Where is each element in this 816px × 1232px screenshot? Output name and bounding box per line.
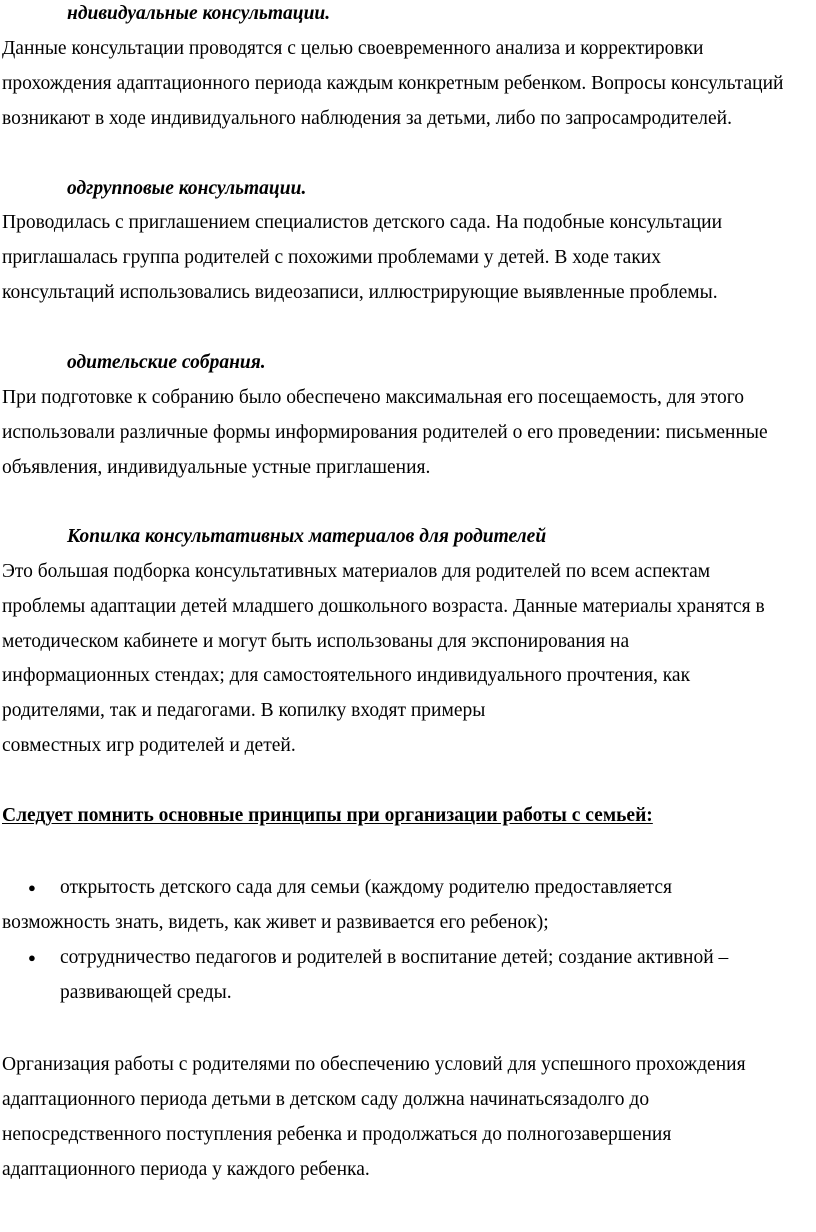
section-heading-meetings: одительские собрания. xyxy=(67,352,266,373)
conclusion-line: адаптационного периода детьми в детском саду должна начинатьсязадолго до xyxy=(2,1089,650,1110)
principle-item-2-line-1: сотрудничество педагогов и родителей в воспитание детей; создание активной – xyxy=(60,947,729,968)
section-heading-collection: Копилка консультативных материалов для родителей xyxy=(67,526,547,547)
conclusion-line: Организация работы с родителями по обеспечению условий для успешного прохождения xyxy=(2,1054,746,1075)
bullet-icon: ● xyxy=(28,880,36,895)
principle-item-1-line-2: возможность знать, видеть, как живет и развивается его ребенок); xyxy=(2,912,549,933)
paragraph-line: Проводилась с приглашением специалистов детского сада. На подобные консультации xyxy=(2,212,723,233)
paragraph-line: Данные консультации проводятся с целью своевременного анализа и корректировки xyxy=(2,38,704,59)
conclusion-line: непосредственного поступления ребенка и продолжаться до полногозавершения xyxy=(2,1124,672,1145)
principles-title: Следует помнить основные принципы при организации работы с семьей: xyxy=(2,805,653,826)
paragraph-line: При подготовке к собранию было обеспечено максимальная его посещаемость, для этого xyxy=(2,387,744,408)
principle-item-2-line-2: развивающей среды. xyxy=(60,982,232,1003)
paragraph-line: проблемы адаптации детей младшего дошкольного возраста. Данные материалы хранятся в xyxy=(2,596,765,617)
bullet-icon: ● xyxy=(28,950,36,965)
paragraph-line: возникают в ходе индивидуального наблюдения за детьми, либо по запросамродителей. xyxy=(2,108,732,129)
principle-item-1-line-1: открытость детского сада для семьи (каждому родителю предоставляется xyxy=(60,877,672,898)
paragraph-line: Это большая подборка консультативных материалов для родителей по всем аспектам xyxy=(2,561,711,582)
paragraph-line: прохождения адаптационного периода каждым конкретным ребенком. Вопросы консультаций xyxy=(2,73,784,94)
paragraph-line: объявления, индивидуальные устные приглашения. xyxy=(2,457,431,478)
paragraph-line: приглашалась группа родителей с похожими проблемами у детей. В ходе таких xyxy=(2,247,661,268)
section-heading-group: одгрупповые консультации. xyxy=(67,178,307,199)
paragraph-line: совместных игр родителей и детей. xyxy=(2,735,296,756)
paragraph-line: консультаций использовались видеозаписи, иллюстрирующие выявленные проблемы. xyxy=(2,282,718,303)
paragraph-line: родителями, так и педагогами. В копилку входят примеры xyxy=(2,700,486,721)
conclusion-line: адаптационного периода у каждого ребенка. xyxy=(2,1159,370,1180)
paragraph-line: методическом кабинете и могут быть использованы для экспонирования на xyxy=(2,631,630,652)
paragraph-line: информационных стендах; для самостоятельного индивидуального прочтения, как xyxy=(2,665,691,686)
paragraph-line: использовали различные формы информирования родителей о его проведении: письменные xyxy=(2,422,768,443)
section-heading-individual: ндивидуальные консультации. xyxy=(67,3,331,24)
